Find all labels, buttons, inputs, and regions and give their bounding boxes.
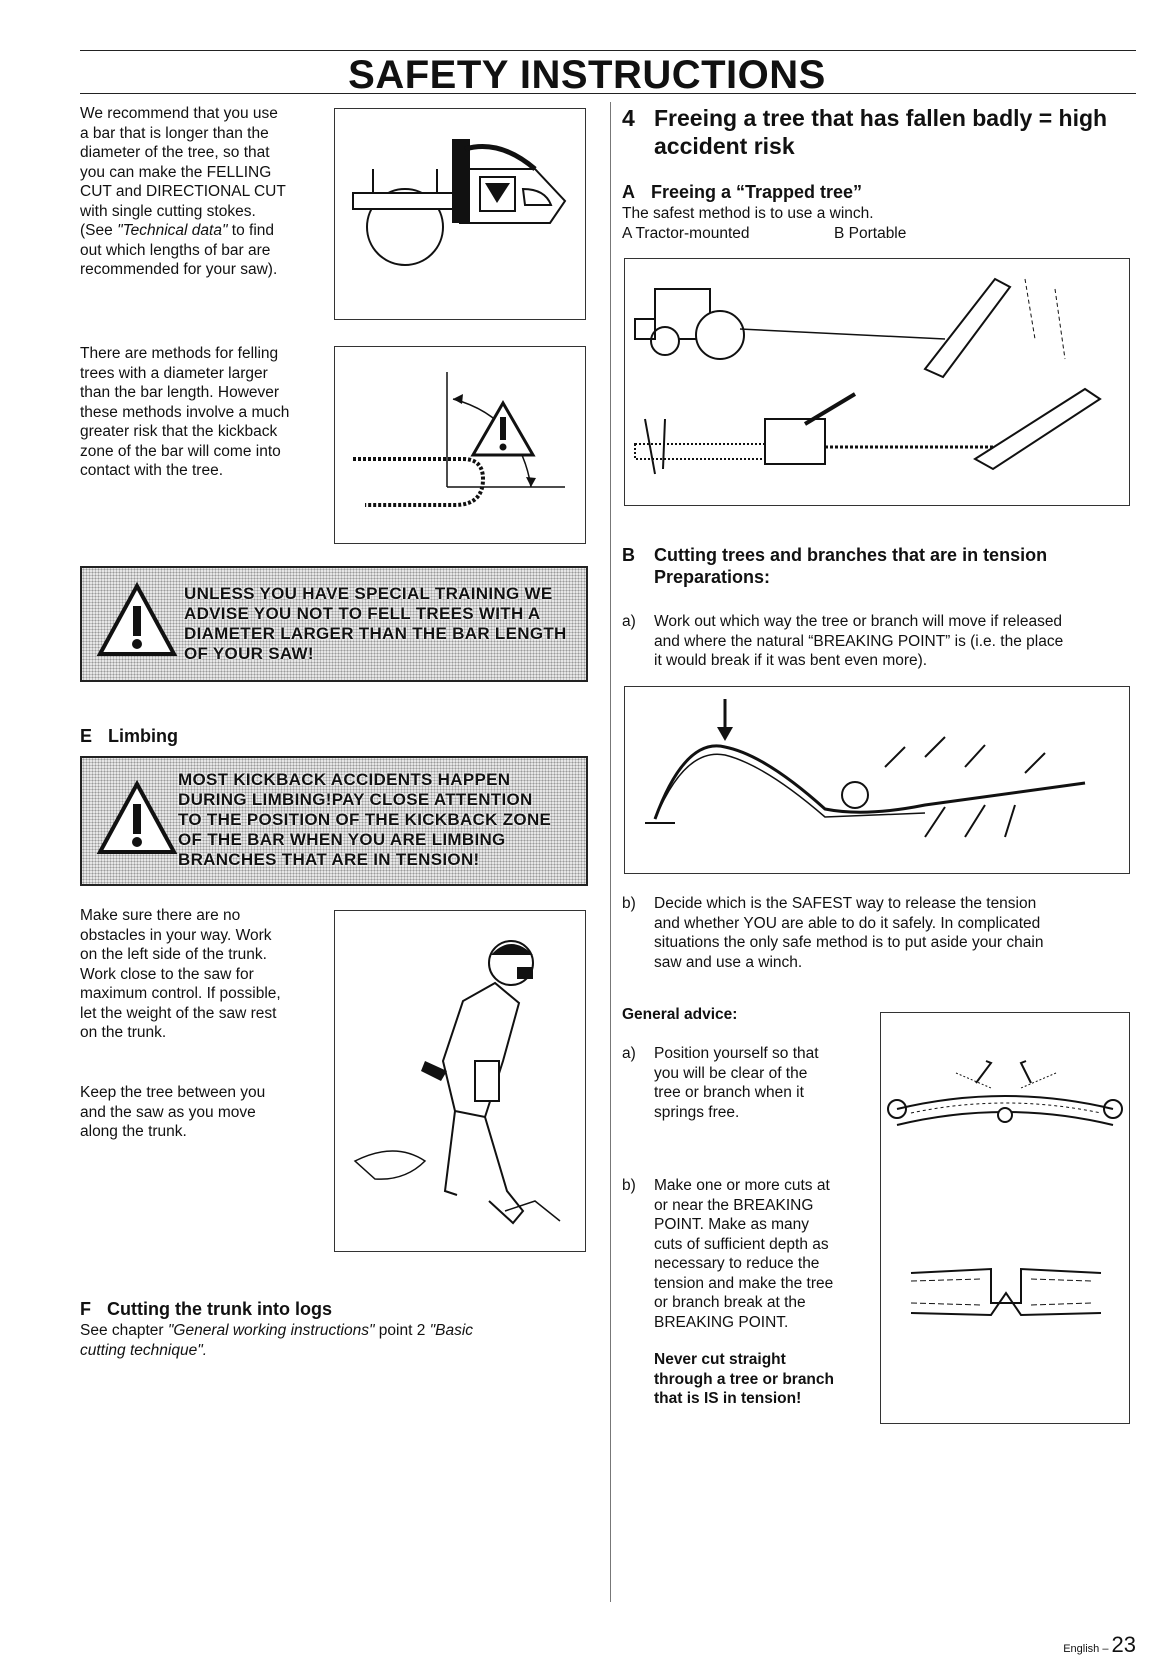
chainsaw-drawing	[335, 109, 585, 319]
preparation-b: b) Decide which is the SAFEST way to release the tension and whether YOU are able to do it safely. In complicated situations the only safe method is to put aside your chain saw and use a winch.	[622, 895, 1044, 971]
column-divider	[610, 102, 611, 1602]
methods-paragraph: There are methods for felling trees with a diameter larger than the bar length. However these methods involve a much greater risk that the kickback zone of the bar will come into contact with the tree.	[80, 345, 290, 479]
preparation-a: a) Work out which way the tree or branch will move if released and where the natural “BREAKING POINT” is (i.e. the place it would break if it was bent even more).	[622, 613, 1064, 669]
warning-triangle-icon	[96, 780, 178, 856]
top-rule	[80, 50, 1136, 51]
bent-tree-drawing	[625, 687, 1129, 873]
page-footer: English – 23	[1063, 1632, 1136, 1657]
kickback-zone-drawing	[335, 347, 585, 543]
breaking-point-illustration	[624, 686, 1130, 874]
page-title: SAFETY INSTRUCTIONS	[348, 53, 826, 97]
section-a-heading: A Freeing a “Trapped tree”	[622, 182, 863, 202]
limbing-worker-drawing	[335, 911, 585, 1251]
title-underline	[80, 93, 1136, 94]
section-b-heading: B Cutting trees and branches that are in tension Preparations:	[622, 545, 1048, 587]
limbing-worker-illustration	[334, 910, 586, 1252]
section-f-text: See chapter "General working instructions" point 2 "Basic cutting technique".	[80, 1322, 474, 1359]
warning-triangle-icon	[96, 582, 178, 658]
never-cut-warning: Never cut straight through a tree or branch that is IS in tension!	[654, 1351, 834, 1407]
bar-length-paragraph: We recommend that you use a bar that is longer than the diameter of the tree, so that you can make the FELLING CUT and DIRECTIONAL CUT with single cutting stokes. (See "Technical data" to find out which lengths of bar are recommended for your saw).	[80, 105, 286, 278]
section-a-text: The safest method is to use a winch. A Tractor-mounted B Portable	[622, 205, 907, 242]
winch-illustration	[624, 258, 1130, 506]
kickback-warning-text: MOST KICKBACK ACCIDENTS HAPPEN DURING LIMBING!PAY CLOSE ATTENTION TO THE POSITION OF THE KICKBACK ZONE OF THE BAR WHEN YOU ARE LIMBING BRANCHES THAT ARE IN TENSION!	[178, 770, 552, 869]
training-warning-text: UNLESS YOU HAVE SPECIAL TRAINING WE ADVISE YOU NOT TO FELL TREES WITH A DIAMETER LARGER THAN THE BAR LENGTH OF YOUR SAW!	[184, 584, 567, 663]
winch-drawing	[625, 259, 1129, 505]
kickback-zone-illustration	[334, 346, 586, 544]
general-advice-heading: General advice:	[622, 1006, 738, 1023]
chainsaw-illustration	[334, 108, 586, 320]
tension-cut-illustration	[880, 1012, 1130, 1424]
limbing-paragraph: Make sure there are no obstacles in your way. Work on the left side of the trunk. Work close to the saw for maximum control. If possible, let the weight of the saw rest on the trunk.	[80, 907, 281, 1041]
page-number: 23	[1111, 1632, 1136, 1657]
section-e-heading: E Limbing	[80, 726, 179, 746]
section-f-heading: F Cutting the trunk into logs	[80, 1299, 332, 1319]
general-advice-a: a) Position yourself so that you will be clear of the tree or branch when it springs free.	[622, 1045, 819, 1121]
footer-language: English	[1063, 1643, 1100, 1655]
kickback-warning-box	[80, 756, 588, 886]
keep-tree-paragraph: Keep the tree between you and the saw as you move along the trunk.	[80, 1084, 266, 1140]
tension-cut-drawing	[881, 1013, 1129, 1423]
training-warning-box	[80, 566, 588, 682]
section-4-heading: 4 Freeing a tree that has fallen badly = high accident risk	[622, 105, 1108, 159]
general-advice-b: b) Make one or more cuts at or near the BREAKING POINT. Make as many cuts of sufficient depth as necessary to reduce the tension and make the tree or branch break at the BREAKING POINT.	[622, 1177, 834, 1331]
